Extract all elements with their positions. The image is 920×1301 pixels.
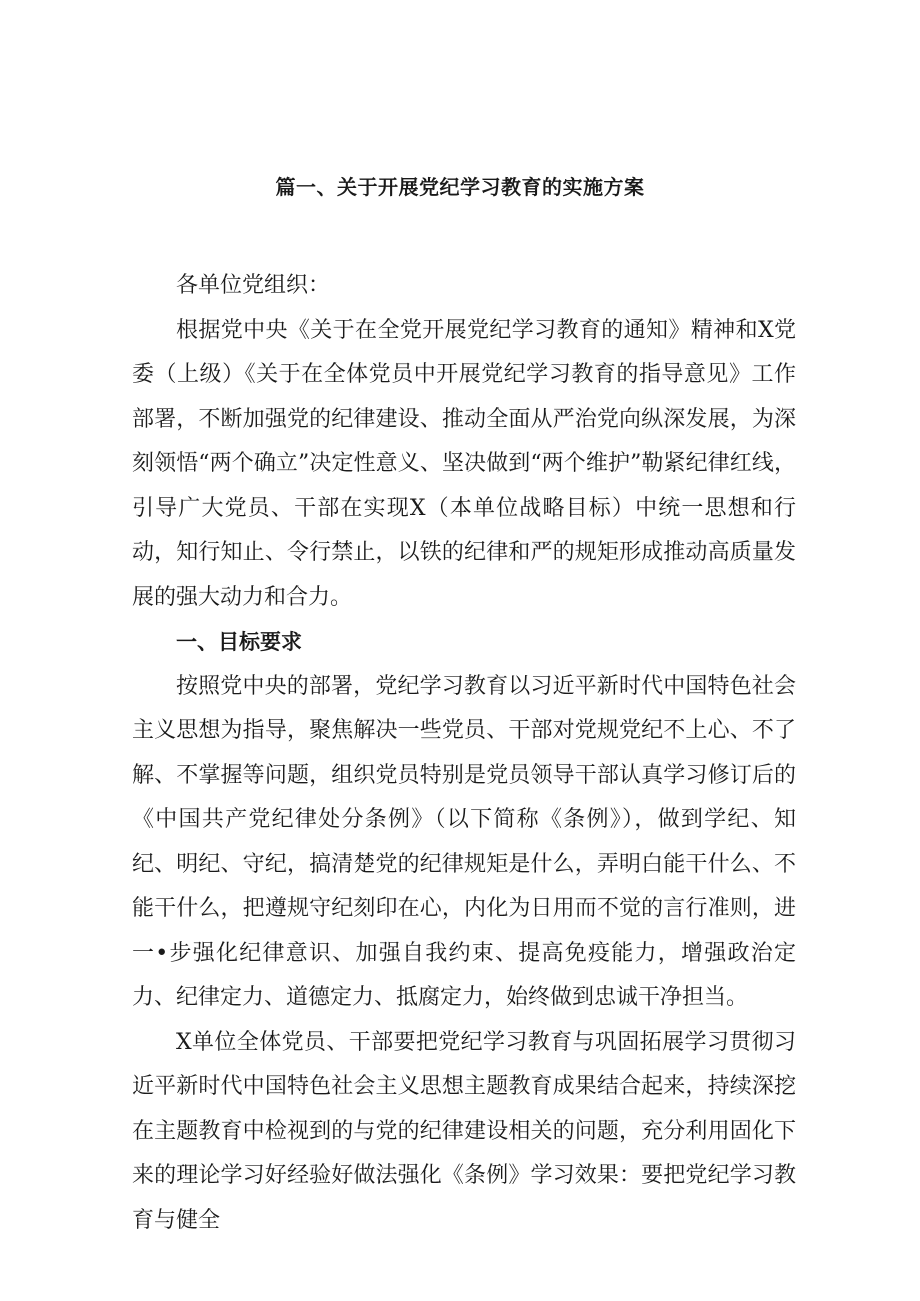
document-body	[132, 264, 796, 1243]
section-paragraph-2: X单位全体党员、干部要把党纪学习教育与巩固拓展学习贯彻习近平新时代中国特色社会主义思想主题教育成果结合起来，持续深挖在主题教育中检视到的与党的纪律建设相关的问题，充分利用固化下来的理论学习好经验好做法强化《条例》学习效果：要把党纪学习教育与健全	[132, 1029, 796, 1233]
section-paragraph-1: 按照党中央的部署，党纪学习教育以习近平新时代中国特色社会主义思想为指导，聚焦解决一些党员、干部对党规党纪不上心、不了解、不掌握等问题，组织党员特别是党员领导干部认真学习修订后的《中国共产党纪律处分条例》（以下简称《条例》），做到学纪、知纪、明纪、守纪，搞清楚党的纪律规矩是什么，弄明白能干什么、不能干什么，把遵规守纪刻印在心，内化为日用而不觉的言行准则，进一•步强化纪律意识、加强自我约束、提高免疫能力，增强政治定力、纪律定力、道德定力、抵腐定力，始终做到忠诚干净担当。	[132, 673, 796, 1010]
salutation: 各单位党组织：	[176, 273, 331, 298]
intro-paragraph: 根据党中央《关于在全党开展党纪学习教育的通知》精神和X党委（上级）《关于在全体党员中开展党纪学习教育的指导意见》工作部署，不断加强党的纪律建设、推动全面从严治党向纵深发展，为深刻领悟“两个确立”决定性意义、坚决做到“两个维护”勒紧纪律红线，引导广大党员、干部在实现X（本单位战略目标）中统一思想和行动，知行知止、令行禁止，以铁的纪律和严的规矩形成推动高质量发展的强大动力和合力。	[132, 317, 796, 610]
section-heading: 一、目标要求	[176, 630, 302, 654]
document-title: 篇一、关于开展党纪学习教育的实施方案	[275, 175, 645, 199]
